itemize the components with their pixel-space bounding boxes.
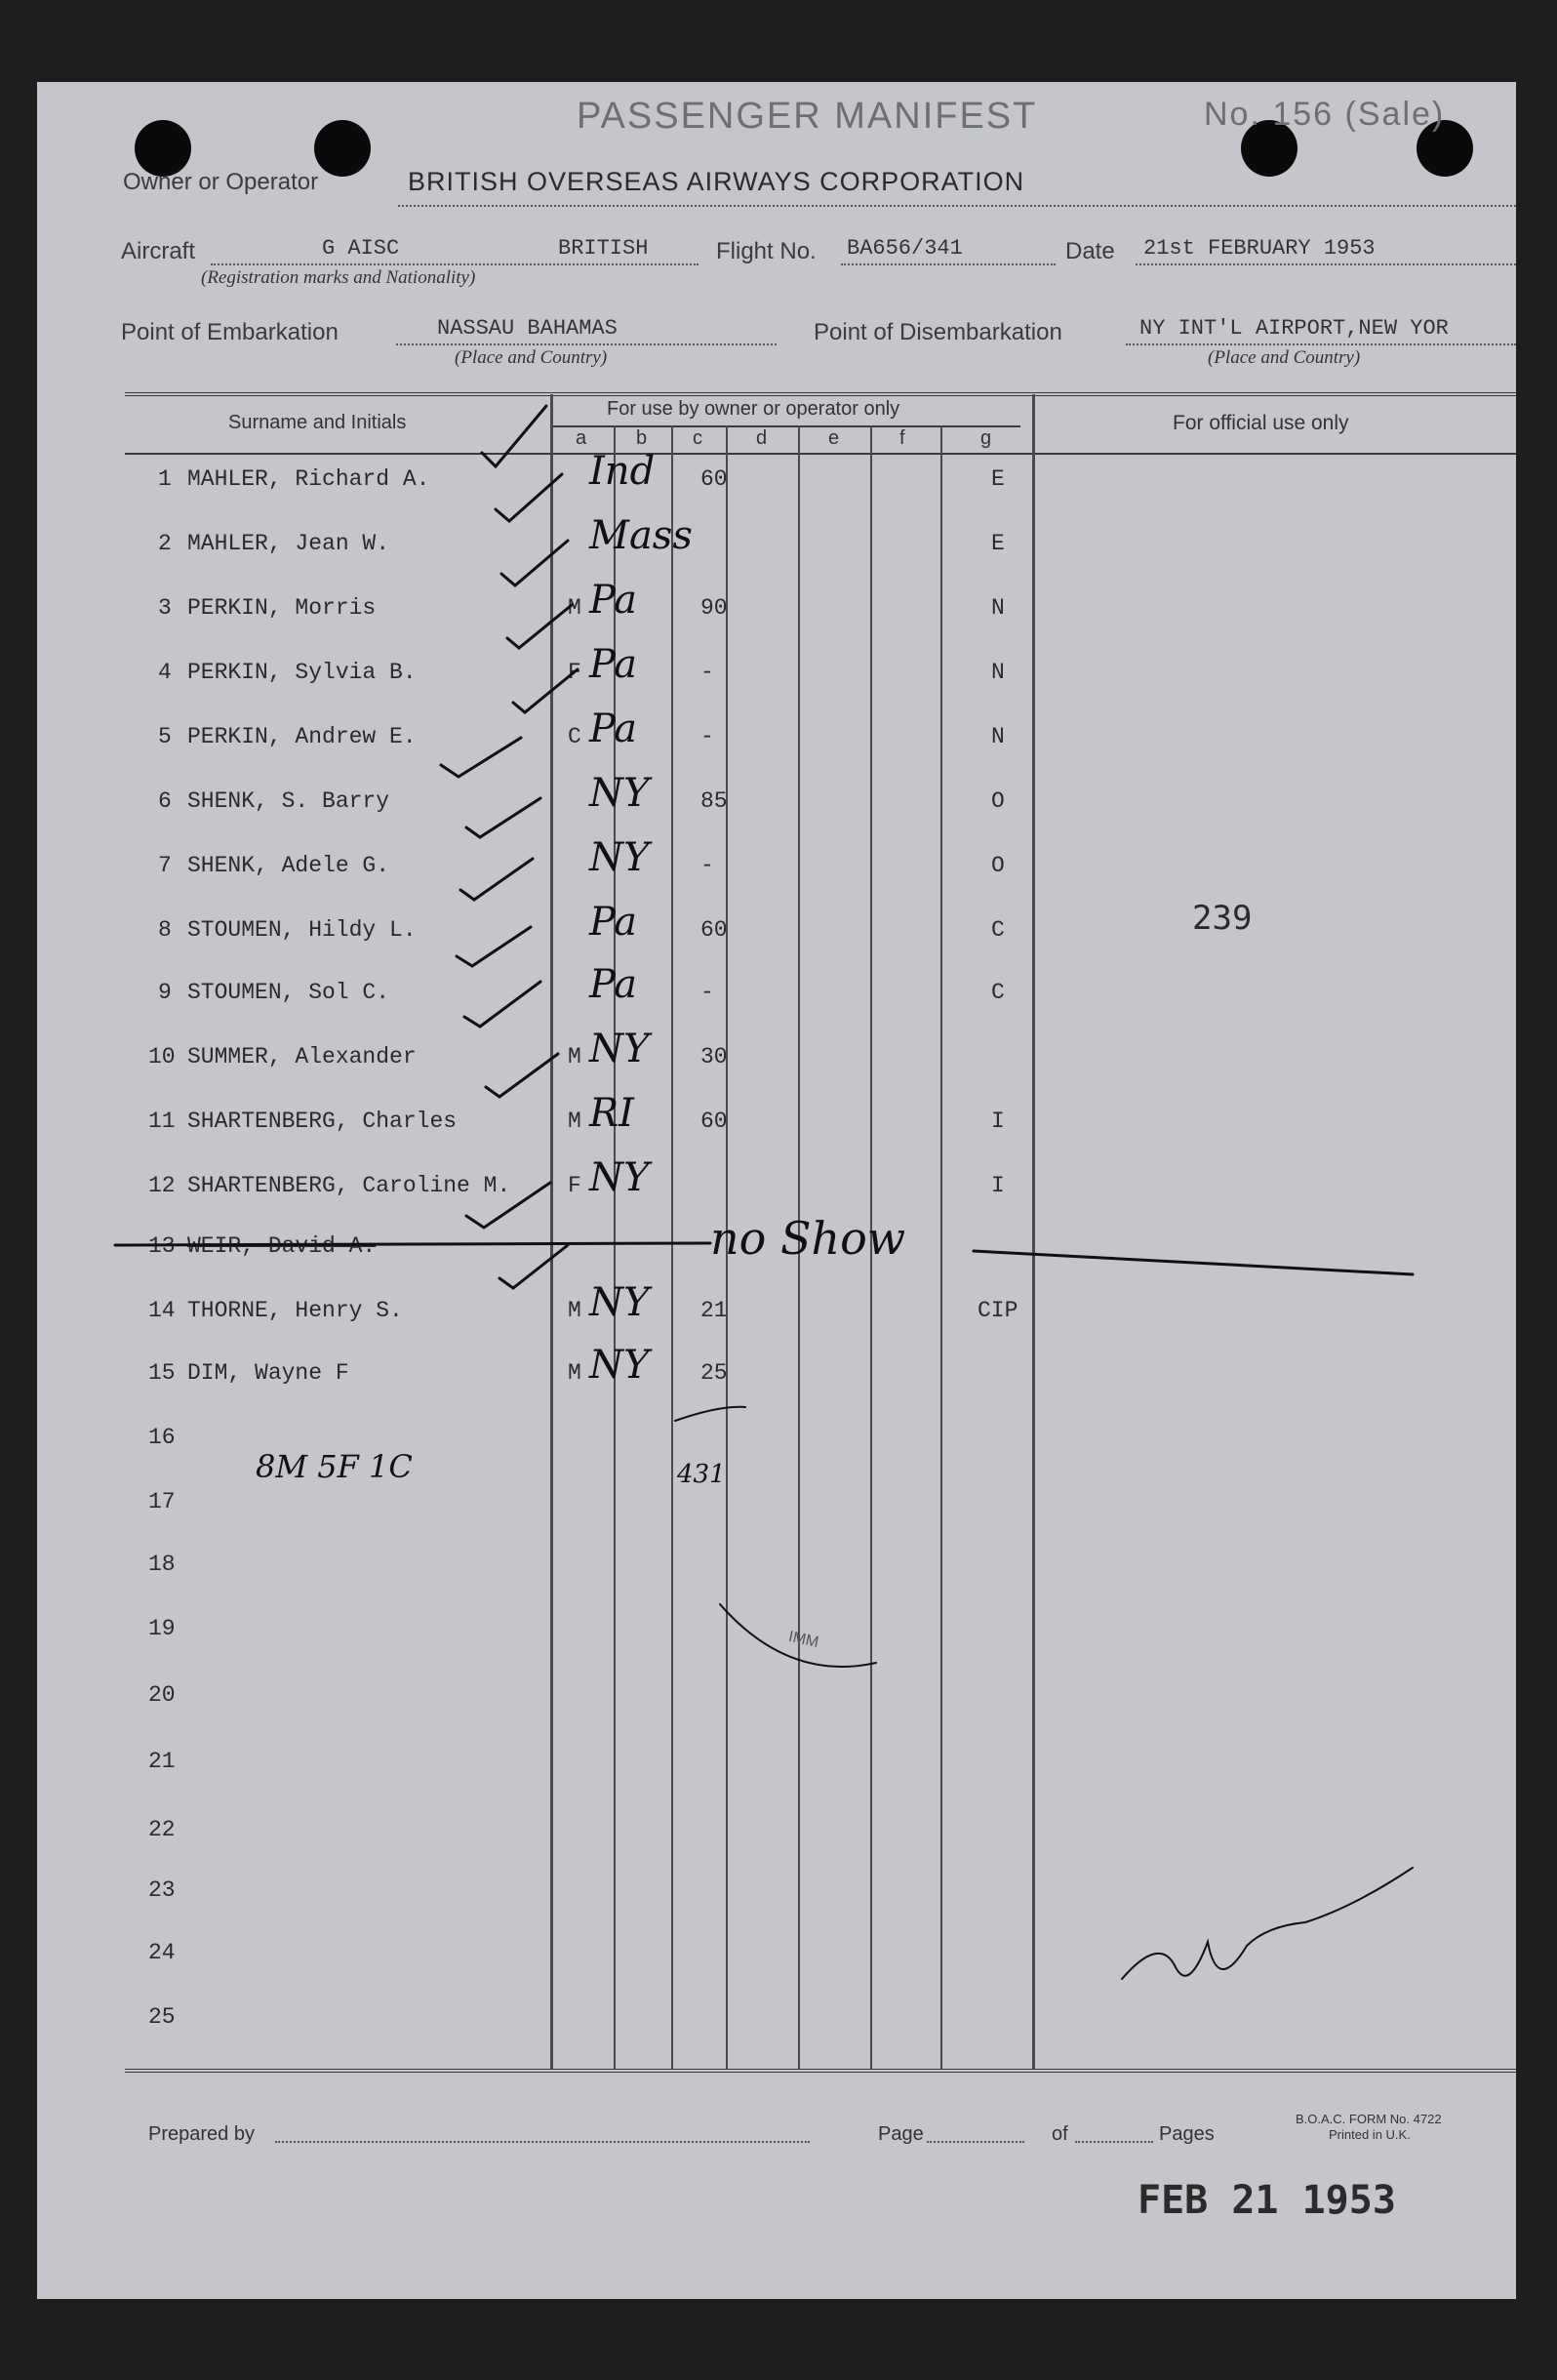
fare-value: 21 <box>700 1298 728 1323</box>
state-handwritten: NY <box>589 1280 650 1325</box>
fare-value: 60 <box>700 466 728 492</box>
handwritten-total: 431 <box>677 1460 726 1489</box>
aircraft-nationality: BRITISH <box>558 236 649 261</box>
sex-mark: F <box>568 1173 581 1198</box>
row-number: 24 <box>148 1940 176 1965</box>
passenger-name: STOUMEN, Sol C. <box>187 980 390 1005</box>
category-code: I <box>991 1109 1005 1134</box>
manifest-sheet <box>37 82 1516 2299</box>
row-number: 23 <box>148 1877 176 1903</box>
fare-value: 25 <box>700 1360 728 1386</box>
aircraft-label: Aircraft <box>121 238 196 264</box>
passenger-name: WEIR, David A. <box>187 1233 377 1259</box>
row-number: 12 <box>148 1173 176 1198</box>
passenger-name: MAHLER, Richard A. <box>187 466 430 492</box>
passenger-name: PERKIN, Sylvia B. <box>187 660 417 685</box>
passenger-name: THORNE, Henry S. <box>187 1298 403 1323</box>
row-number: 19 <box>148 1616 176 1641</box>
flight-number: BA656/341 <box>847 236 963 261</box>
sex-mark: M <box>568 1298 581 1323</box>
row-number: 8 <box>158 917 172 943</box>
passenger-name: PERKIN, Morris <box>187 595 377 621</box>
fare-value: 60 <box>700 917 728 943</box>
disembarkation-subcaption: (Place and Country) <box>1208 347 1361 368</box>
row-number: 4 <box>158 660 172 685</box>
category-code: N <box>991 595 1005 621</box>
passenger-name: SHENK, S. Barry <box>187 788 390 814</box>
sex-mark: M <box>568 1360 581 1386</box>
state-handwritten: Pa <box>589 962 637 1007</box>
row-number: 22 <box>148 1817 176 1842</box>
subcol-header-b: b <box>636 427 648 449</box>
state-handwritten: Pa <box>589 706 637 751</box>
embarkation-value: NASSAU BAHAMAS <box>437 316 618 341</box>
state-handwritten: NY <box>589 835 650 880</box>
category-code: O <box>991 853 1005 878</box>
form-number: B.O.A.C. FORM No. 4722 <box>1296 2112 1442 2126</box>
page-line <box>927 2141 1024 2143</box>
owner-label: Owner or Operator <box>123 169 319 195</box>
handwritten-tally: 8M 5F 1C <box>256 1448 413 1485</box>
row-number: 20 <box>148 1682 176 1708</box>
embarkation-label: Point of Embarkation <box>121 319 339 345</box>
prepared-by-label: Prepared by <box>148 2123 255 2145</box>
sex-mark: M <box>568 1109 581 1134</box>
fare-value: 60 <box>700 1109 728 1134</box>
form-printed: Printed in U.K. <box>1329 2127 1411 2142</box>
disembarkation-value: NY INT'L AIRPORT,NEW YOR <box>1139 316 1449 341</box>
row-number: 6 <box>158 788 172 814</box>
category-code: I <box>991 1173 1005 1198</box>
aircraft-registration: G AISC <box>322 236 400 261</box>
state-handwritten: NY <box>589 1343 650 1388</box>
fare-value: 85 <box>700 788 728 814</box>
owner-value: BRITISH OVERSEAS AIRWAYS CORPORATION <box>408 167 1025 196</box>
checkmarks-overlay <box>37 82 1516 2299</box>
fare-value: - <box>700 660 714 685</box>
state-handwritten: Pa <box>589 578 637 623</box>
of-line <box>1075 2141 1153 2143</box>
category-code: E <box>991 466 1005 492</box>
fare-value: - <box>700 724 714 749</box>
sex-mark: C <box>568 724 581 749</box>
category-code: C <box>991 980 1005 1005</box>
prepared-by-line <box>275 2141 810 2143</box>
category-code: C <box>991 917 1005 943</box>
row-number: 16 <box>148 1425 176 1450</box>
state-handwritten: Pa <box>589 900 637 945</box>
subcol-header-f: f <box>899 427 905 449</box>
state-handwritten: Ind <box>589 449 656 494</box>
col-header-official: For official use only <box>1173 412 1349 434</box>
passenger-name: DIM, Wayne F <box>187 1360 349 1386</box>
row-number: 3 <box>158 595 172 621</box>
subcol-header-d: d <box>756 427 768 449</box>
sex-mark: M <box>568 1044 581 1069</box>
embarkation-subcaption: (Place and Country) <box>455 347 608 368</box>
subcol-header-c: c <box>693 427 702 449</box>
category-code: CIP <box>978 1298 1018 1323</box>
page-label: Page <box>878 2123 924 2145</box>
row-number: 25 <box>148 2004 176 2030</box>
row-number: 17 <box>148 1489 176 1514</box>
row-number: 21 <box>148 1749 176 1774</box>
passenger-name: STOUMEN, Hildy L. <box>187 917 417 943</box>
state-handwritten: NY <box>589 771 650 816</box>
handwritten-no-show: no Show <box>710 1212 906 1265</box>
row-number: 15 <box>148 1360 176 1386</box>
row-number: 10 <box>148 1044 176 1069</box>
subcol-header-g: g <box>980 427 992 449</box>
row-number: 11 <box>148 1109 176 1134</box>
passenger-name: MAHLER, Jean W. <box>187 531 390 556</box>
pages-label: Pages <box>1159 2123 1215 2145</box>
flight-date: 21st FEBRUARY 1953 <box>1143 236 1376 261</box>
row-number: 14 <box>148 1298 176 1323</box>
fare-value: 90 <box>700 595 728 621</box>
state-handwritten: Pa <box>589 642 637 687</box>
form-title: PASSENGER MANIFEST <box>577 96 1038 137</box>
category-code: N <box>991 660 1005 685</box>
date-label: Date <box>1065 238 1115 264</box>
stamp-initials: IMM <box>786 1628 820 1652</box>
category-code: N <box>991 724 1005 749</box>
fare-value: 30 <box>700 1044 728 1069</box>
of-label: of <box>1052 2123 1068 2145</box>
category-code: E <box>991 531 1005 556</box>
row-number: 5 <box>158 724 172 749</box>
passenger-name: SHARTENBERG, Caroline M. <box>187 1173 511 1198</box>
row-number: 7 <box>158 853 172 878</box>
manifest-number: No. 156 (Sale) <box>1204 96 1446 133</box>
passenger-name: SHENK, Adele G. <box>187 853 390 878</box>
row-number: 1 <box>158 466 172 492</box>
official-count: 239 <box>1192 899 1253 938</box>
col-header-owner-use: For use by owner or operator only <box>607 398 900 420</box>
passenger-name: SUMMER, Alexander <box>187 1044 417 1069</box>
state-handwritten: NY <box>589 1027 650 1071</box>
row-number: 18 <box>148 1552 176 1577</box>
date-received-stamp: FEB 21 1953 <box>1138 2178 1396 2223</box>
row-number: 9 <box>158 980 172 1005</box>
flight-label: Flight No. <box>716 238 817 264</box>
disembarkation-label: Point of Disembarkation <box>814 319 1062 345</box>
subcol-header-e: e <box>828 427 840 449</box>
aircraft-subcaption: (Registration marks and Nationality) <box>201 267 476 288</box>
fare-value: - <box>700 853 714 878</box>
col-header-surname: Surname and Initials <box>228 412 407 433</box>
subcol-header-a: a <box>576 427 587 449</box>
state-handwritten: RI <box>589 1091 634 1136</box>
row-number: 13 <box>148 1233 176 1259</box>
state-handwritten: NY <box>589 1155 650 1200</box>
fare-value: - <box>700 980 714 1005</box>
category-code: O <box>991 788 1005 814</box>
sex-mark: F <box>568 660 581 685</box>
passenger-name: SHARTENBERG, Charles <box>187 1109 458 1134</box>
state-handwritten: Mass <box>589 513 693 558</box>
sex-mark: M <box>568 595 581 621</box>
passenger-name: PERKIN, Andrew E. <box>187 724 417 749</box>
row-number: 2 <box>158 531 172 556</box>
